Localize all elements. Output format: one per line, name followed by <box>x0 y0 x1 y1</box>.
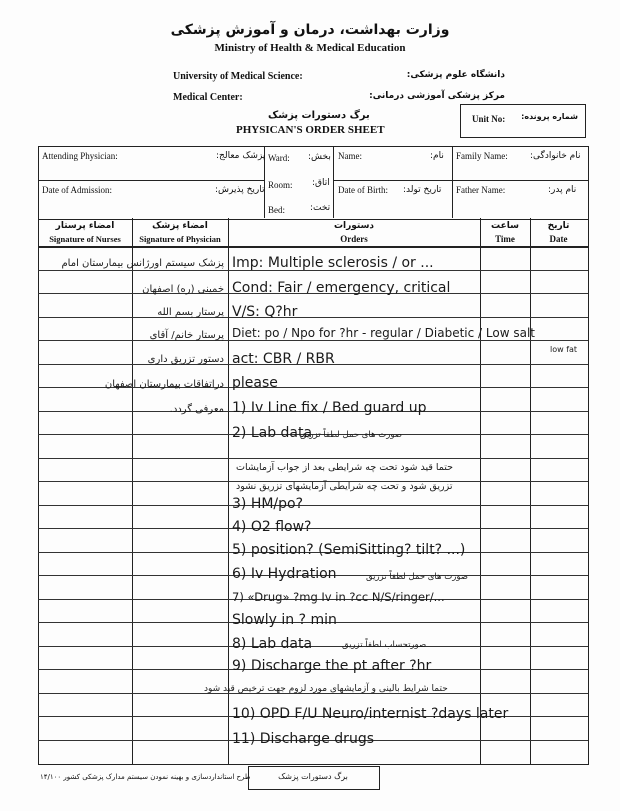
order-line: 11) Discharge drugs <box>232 731 374 747</box>
col-date-en: Date <box>549 234 568 244</box>
col-nurses-fa: امضاء پرستار <box>55 221 115 231</box>
note-fa: دراتفاقات بیمارستان اصفهان <box>104 379 224 390</box>
order-line: 7) «Drug» ?mg Iv in ?cc N/S/ringer/... <box>232 590 445 604</box>
row-rule <box>38 317 588 318</box>
row-rule <box>38 340 588 341</box>
note-fa: پرستار خانم/ آقای <box>149 330 224 341</box>
order-line: V/S: Q?hr <box>232 304 298 320</box>
row-rule <box>38 528 588 529</box>
name-label: Name: <box>338 151 362 161</box>
attending-label-fa: پزشک معالج: <box>216 151 266 161</box>
bed-label: Bed: <box>268 205 285 215</box>
order-line: 8) Lab data <box>232 636 313 652</box>
ministry-title-en: Ministry of Health & Medical Education <box>214 42 406 54</box>
birth-label: Date of Birth: <box>338 185 388 195</box>
birth-label-fa: تاریخ تولد: <box>403 185 442 195</box>
row-rule <box>38 505 588 506</box>
center-label-fa: مرکز پزشکی آموزشی درمانی: <box>369 91 505 101</box>
note-fa: تزریق شود و تحت چه شرایطی آزمایشهای تزریق نشود <box>236 481 453 492</box>
university-label-fa: دانشگاه علوم پزشکی: <box>406 70 505 80</box>
ministry-title-fa: وزارت بهداشت، درمان و آموزش پزشکی <box>170 22 450 38</box>
order-line: 2) Lab data <box>232 425 313 441</box>
row-rule <box>38 458 588 459</box>
order-line: 5) position? (SemiSitting? tilt? ...) <box>232 542 466 558</box>
col-time-en: Time <box>495 234 515 244</box>
footer-left: طرح استانداردسازی و بهینه نمودن سیستم مدارک پزشکی کشور ۱۴/۱۰۰ <box>40 773 251 781</box>
bed-label-fa: تخت: <box>310 203 331 213</box>
note-fa: صورت های حمل لطفاً تزریق <box>366 572 468 582</box>
note-fa: صورتحساب لطفاً تزریق <box>342 640 427 650</box>
col-time-fa: ساعت <box>491 221 519 231</box>
ward-label: Ward: <box>268 153 290 163</box>
order-line: 4) O2 flow? <box>232 519 312 535</box>
family-name-label: Family Name: <box>456 151 508 161</box>
col-orders-fa: دستورات <box>333 221 375 231</box>
order-line: 1) Iv Line fix / Bed guard up <box>232 400 427 416</box>
room-label: Room: <box>268 180 293 190</box>
col-date-fa: تاریخ <box>547 221 570 231</box>
unit-no-label-fa: شماره پرونده: <box>521 112 578 121</box>
center-label: Medical Center: <box>173 92 243 103</box>
ward-label-fa: بخش: <box>308 152 331 162</box>
note-fa: خمینی (ره) اصفهان <box>142 284 224 295</box>
name-label-fa: نام: <box>430 151 444 161</box>
order-line: act: CBR / RBR <box>232 351 335 367</box>
university-label: University of Medical Science: <box>173 71 303 82</box>
order-line: Slowly in ? min <box>232 612 337 628</box>
sheet-title-en: PHYSICAN'S ORDER SHEET <box>236 124 385 136</box>
order-line: please <box>232 375 278 391</box>
sheet-title-fa: برگ دستورات پزشک <box>268 110 370 121</box>
order-line: 9) Discharge the pt after ?hr <box>232 658 432 674</box>
order-line: 10) OPD F/U Neuro/internist ?days later <box>232 706 509 722</box>
order-line: Imp: Multiple sclerosis / or ... <box>232 255 434 271</box>
note-fa: پرستار بسم الله <box>157 307 224 318</box>
order-line: Diet: po / Npo for ?hr - regular / Diabetic / Low salt <box>232 326 535 340</box>
order-line: Cond: Fair / emergency, critical <box>232 280 451 296</box>
note-fa: پزشک سیستم اورژانس بیمارستان امام <box>61 258 224 269</box>
row-rule <box>38 646 588 647</box>
note-fa: حتما شرایط بالینی و آزمایشهای مورد لزوم جهت ترخیص قید شود <box>204 684 448 694</box>
admission-label-fa: تاریخ پذیرش: <box>215 185 265 195</box>
note-fa: صورت های حمل لطفاً تزریق <box>300 430 402 440</box>
admission-label: Date of Admission: <box>42 185 112 195</box>
col-orders-en: Orders <box>340 234 368 244</box>
footer-center: برگ دستورات پزشک <box>278 772 348 781</box>
room-label-fa: اتاق: <box>312 178 330 188</box>
order-note: low fat <box>550 345 578 354</box>
note-fa: دستور تزریق داری <box>147 354 224 365</box>
family-name-label-fa: نام خانوادگی: <box>530 151 581 161</box>
note-fa: معرفی گردد. <box>169 404 224 415</box>
father-name-label: Father Name: <box>456 185 506 195</box>
note-fa: حتما قید شود تحت چه شرایطی بعد از جواب آزمایشات <box>236 462 454 473</box>
order-line: 3) HM/po? <box>232 496 304 512</box>
col-nurses-en: Signature of Nurses <box>49 234 121 244</box>
unit-no-label: Unit No: <box>472 114 506 124</box>
col-physician-fa: امضاء پزشک <box>152 221 208 231</box>
attending-label: Attending Physician: <box>42 151 118 161</box>
col-physician-en: Signature of Physician <box>139 234 221 244</box>
father-name-label-fa: نام پدر: <box>548 185 577 195</box>
order-line: 6) Iv Hydration <box>232 566 337 582</box>
